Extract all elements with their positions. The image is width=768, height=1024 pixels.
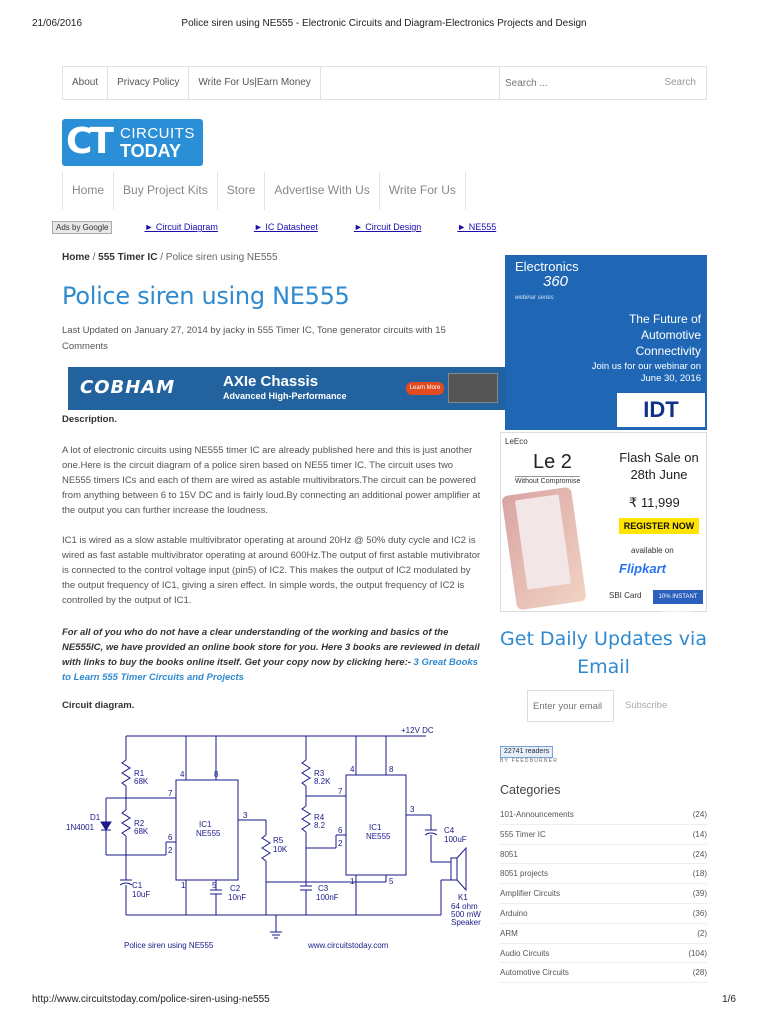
circuit-schematic	[66, 726, 481, 956]
schem-d1: D1	[90, 813, 101, 822]
schem-caption: Police siren using NE555	[124, 941, 214, 950]
ad2-store-logo: Flipkart	[619, 561, 666, 576]
category-row[interactable]	[500, 904, 707, 924]
schem-ic1-pin7: 7	[168, 789, 173, 798]
subscribe-button[interactable]: Subscribe	[625, 700, 668, 711]
schem-ic1-pin3: 3	[243, 811, 248, 820]
ad2-price: ₹ 11,999	[629, 495, 680, 510]
ad-link-circuit-diagram[interactable]: ► Circuit Diagram	[144, 222, 218, 232]
schem-ic2-pin1: 1	[350, 877, 355, 886]
schem-k1-value1: 64 ohm	[451, 902, 478, 911]
schem-r1: R1	[134, 769, 145, 778]
schem-ic2-pin2: 2	[338, 839, 343, 848]
category-count: (14)	[692, 829, 707, 839]
ad-link-ic-datasheet[interactable]: ► IC Datasheet	[253, 222, 318, 232]
category-count: (39)	[692, 889, 707, 899]
ad1-headline: The Future of Automotive Connectivity	[628, 312, 701, 358]
schem-r5: R5	[273, 836, 284, 845]
schem-ic1-pin4: 4	[180, 770, 185, 779]
ad2-brand: LeEco	[505, 437, 528, 446]
category-row[interactable]	[500, 805, 707, 825]
banner-headline: AXIe Chassis	[223, 373, 319, 390]
schem-c4: C4	[444, 826, 455, 835]
category-count: (18)	[692, 869, 707, 879]
subscribe-form	[527, 690, 687, 722]
top-navbar	[62, 66, 707, 100]
schem-r4: R4	[314, 813, 325, 822]
mainnav-store[interactable]: Store	[218, 172, 266, 210]
logo-line2: TODAY	[120, 141, 182, 161]
ad1-subline: Join us for our webinar on June 30, 2016	[591, 361, 701, 384]
circuit-heading: Circuit diagram.	[62, 700, 135, 711]
category-count: (36)	[692, 908, 707, 918]
category-row[interactable]	[500, 924, 707, 944]
schem-r5-value: 10K	[273, 845, 288, 854]
paragraph-books	[62, 625, 482, 685]
banner-cta-button[interactable]: Learn More	[406, 382, 444, 395]
schem-ic1-pin1: 1	[181, 881, 186, 890]
paragraph-operation: IC1 is wired as a slow astable multivibrator operating at around 20Hz @ 50% duty cycle and IC2 is wired as fast astable multivibrator operating at around 600Hz.The output of first astable mutivibrator is connected to the control voltage input (pin5) of IC2. This makes the output of IC2 modulated by the output frequency of IC1, giving a siren effect. In simple words, the output frequency of IC2 is controlled by the output of IC1.	[62, 535, 481, 606]
schem-ic1-pin6: 6	[168, 833, 173, 842]
schem-ic1-label: IC1	[199, 820, 212, 829]
main-navbar	[62, 172, 466, 210]
schem-r3: R3	[314, 769, 325, 778]
category-row[interactable]	[500, 963, 707, 983]
category-name[interactable]: Amplifier Circuits	[500, 889, 561, 899]
category-name[interactable]: 555 Timer IC	[500, 829, 546, 839]
schem-supply-label: +12V DC	[401, 726, 434, 735]
category-name[interactable]: Automotive Circuits	[500, 968, 569, 978]
schem-ic2-pin6: 6	[338, 826, 343, 835]
category-row[interactable]	[500, 864, 707, 884]
ads-by-google-badge[interactable]: Ads by Google	[52, 221, 112, 234]
schem-k1-value3: Speaker	[451, 918, 481, 927]
ad2-card: SBI Card	[609, 591, 642, 600]
schem-c1: C1	[132, 881, 143, 890]
books-link[interactable]: 3 Great Books to Learn 555 Timer Circuits and Projects	[62, 657, 478, 683]
mainnav-buy-project-kits[interactable]: Buy Project Kits	[114, 172, 218, 210]
print-date: 21/06/2016	[32, 18, 83, 29]
banner-ad[interactable]	[68, 367, 506, 410]
schem-k1-value2: 500 mW	[451, 910, 481, 919]
ad1-title: Electronics	[515, 259, 579, 274]
feed-count: 22741 readers	[500, 746, 553, 758]
category-row[interactable]	[500, 825, 707, 845]
category-count: (28)	[692, 968, 707, 978]
category-name[interactable]: 101-Announcements	[500, 810, 574, 819]
sidebar-ad-leeco[interactable]	[500, 432, 707, 612]
schem-ic1-pin5: 5	[212, 881, 217, 890]
category-count: (2)	[697, 928, 707, 938]
ad2-flash-sale: Flash Sale on 28th June	[619, 450, 699, 482]
logo-mark: CT	[66, 121, 111, 162]
breadcrumb-separator: /	[89, 252, 99, 263]
ad2-model: Le 2	[533, 451, 572, 473]
mainnav-advertise[interactable]: Advertise With Us	[265, 172, 379, 210]
category-row[interactable]	[500, 845, 707, 865]
breadcrumb	[62, 252, 278, 263]
banner-product-image	[448, 373, 498, 403]
category-name[interactable]: Audio Circuits	[500, 948, 550, 958]
ad-link-circuit-design[interactable]: ► Circuit Design	[353, 222, 422, 232]
logo-line1: CIRCUITS	[120, 125, 195, 142]
sidebar-ad-electronics360[interactable]	[505, 255, 707, 430]
ad2-offer: 10% INSTANT DISCOUNT	[653, 590, 703, 604]
breadcrumb-category[interactable]: 555 Timer IC	[98, 252, 158, 263]
ad2-register-button[interactable]: REGISTER NOW	[619, 518, 699, 534]
email-field[interactable]	[527, 690, 614, 722]
category-name[interactable]: Arduino	[500, 908, 528, 918]
post-meta: Last Updated on January 27, 2014 by jacky in 555 Timer IC, Tone generator circuits with 15 Comments	[62, 325, 446, 352]
schem-r2: R2	[134, 819, 145, 828]
category-name[interactable]: ARM	[500, 928, 518, 938]
categories-widget	[500, 783, 707, 983]
schem-ic2-pin8: 8	[389, 765, 394, 774]
print-page-number: 1/6	[722, 994, 736, 1005]
breadcrumb-current: Police siren using NE555	[165, 252, 278, 263]
schem-ic1-pin8: 8	[214, 770, 219, 779]
ad1-series: webinar series	[515, 295, 554, 301]
banner-brand: COBHAM	[80, 377, 176, 398]
description-heading: Description.	[62, 414, 117, 425]
nav-link-write-for-us[interactable]: Write For Us|Earn Money	[189, 67, 320, 99]
category-count: (24)	[692, 810, 707, 819]
schem-c3: C3	[318, 884, 329, 893]
schem-d1-value: 1N4001	[66, 823, 95, 832]
nav-link-privacy-policy[interactable]: Privacy Policy	[108, 67, 189, 99]
schem-r2-value: 68K	[134, 827, 149, 836]
paragraph-intro: A lot of electronic circuits using NE555 timer IC are already published here and this is just another one.Here is the circuit diagram of a police siren based on NE55 timer IC. The circuit uses two NE555 timers ICs and each of them are wired as astable multivibrators.The circuit can be powered from anything between 6 to 15V DC and is fairly loud.By connecting an additional power amplifier at the output you can further increase the loudness.	[62, 445, 481, 516]
schem-k1: K1	[458, 893, 468, 902]
schem-c3-value: 100nF	[316, 893, 339, 902]
schem-ic2-pin4: 4	[350, 765, 355, 774]
schem-site: www.circuitstoday.com	[308, 941, 389, 950]
mainnav-home[interactable]: Home	[62, 172, 114, 210]
categories-heading: Categories	[500, 783, 561, 797]
schem-r4-value: 8.2	[314, 821, 326, 830]
print-url: http://www.circuitstoday.com/police-siren-using-ne555	[32, 994, 270, 1005]
schem-r3-value: 8.2K	[314, 777, 331, 786]
print-title: Police siren using NE555 - Electronic Circuits and Diagram-Electronics Projects and Design	[181, 18, 587, 29]
schem-ic2-label: IC1	[369, 823, 382, 832]
category-count: (104)	[688, 948, 707, 958]
ad-link-ne555[interactable]: ► NE555	[457, 222, 497, 232]
feed-by: BY FEEDBURNER	[500, 758, 559, 764]
banner-subline: Advanced High-Performance	[223, 391, 347, 401]
category-row[interactable]	[500, 944, 707, 964]
breadcrumb-separator: /	[157, 252, 166, 263]
site-logo[interactable]	[62, 119, 203, 166]
nav-link-about[interactable]: About	[63, 67, 108, 99]
schem-c2: C2	[230, 884, 241, 893]
ad1-title2: 360	[543, 273, 569, 290]
ad1-logo: IDT	[617, 393, 705, 427]
schem-ic2-type: NE555	[366, 832, 391, 841]
category-count: (24)	[692, 849, 707, 859]
schem-ic2-pin5: 5	[389, 877, 394, 886]
category-name[interactable]: 8051 projects	[500, 869, 549, 879]
ad2-tagline: Without Compromise	[515, 478, 581, 485]
breadcrumb-home[interactable]: Home	[62, 252, 90, 263]
schem-c2-value: 10nF	[228, 893, 247, 902]
category-name[interactable]: 8051	[500, 849, 518, 859]
mainnav-write-for-us[interactable]: Write For Us	[380, 172, 466, 210]
category-row[interactable]	[500, 884, 707, 904]
schem-c1-value: 10uF	[132, 890, 151, 899]
books-text: For all of you who do not have a clear understanding of the working and basics of the NE555IC, we have provided an online book store for you. Here 3 books are reviewed in detail with links to buy the books online itself. Get your copy now by clicking here:-	[62, 627, 480, 668]
feedburner-badge[interactable]	[500, 740, 559, 764]
schem-ic2-pin3: 3	[410, 805, 415, 814]
daily-updates-heading: Get Daily Updates via Email	[500, 628, 707, 678]
ad2-available-on: available on	[631, 546, 674, 555]
schem-ic1-type: NE555	[196, 829, 221, 838]
schem-ic2-pin7: 7	[338, 787, 343, 796]
schem-ic1-pin2: 2	[168, 846, 173, 855]
search-button[interactable]: Search	[664, 77, 696, 88]
schem-c4-value: 100uF	[444, 835, 467, 844]
page-title: Police siren using NE555	[62, 282, 350, 310]
ad-links-bar	[52, 220, 532, 234]
schem-r1-value: 68K	[134, 777, 149, 786]
search-input[interactable]	[500, 67, 650, 99]
search-box	[499, 67, 706, 99]
